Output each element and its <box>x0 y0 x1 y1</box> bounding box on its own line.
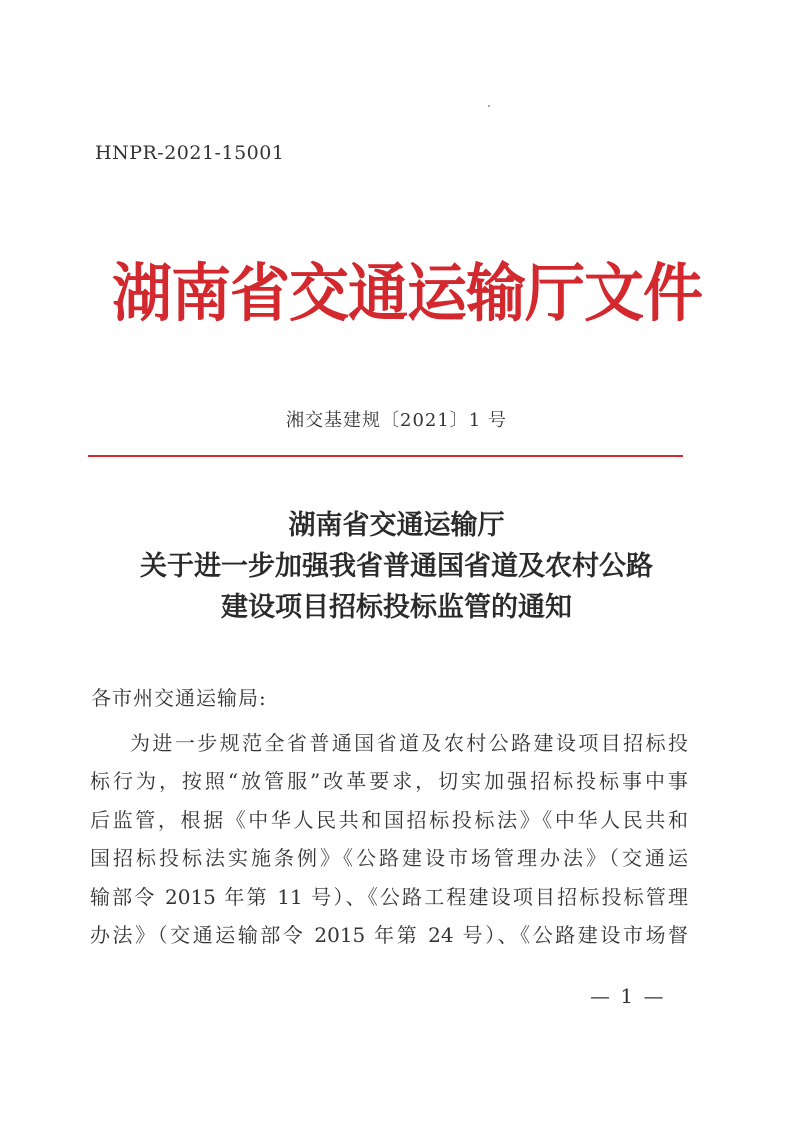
body-line-2: 标行为，按照“放管服”改革要求，切实加强招标投标事中事 <box>90 769 688 794</box>
issue-number: 湘交基建规〔2021〕1 号 <box>286 410 507 431</box>
page-number: — 1 — <box>590 984 666 1008</box>
body-line-6: 办法》（交通运输部令 2015 年第 24 号）、《公路建设市场督 <box>90 923 688 948</box>
body-line-5: 输部令 2015 年第 11 号）、《公路工程建设项目招标投标管理 <box>90 884 688 909</box>
title-line-2: 关于进一步加强我省普通国省道及农村公路 <box>140 551 653 582</box>
body-line-3: 后监管，根据《中华人民共和国招标投标法》《中华人民共和 <box>90 807 688 832</box>
title-line-3: 建设项目招标投标监管的通知 <box>221 592 572 623</box>
red-masthead: 湖南省交通运输厅文件 <box>112 257 702 331</box>
red-divider-line <box>88 455 683 457</box>
body-paragraph <box>90 724 700 954</box>
title-line-1: 湖南省交通运输厅 <box>288 510 505 541</box>
document-title <box>0 505 793 628</box>
body-line-4: 国招标投标法实施条例》《公路建设市场管理办法》（交通运 <box>90 846 688 871</box>
document-number: HNPR-2021-15001 <box>95 142 285 164</box>
salutation: 各市州交通运输局: <box>91 686 267 710</box>
scan-speck <box>488 105 490 107</box>
body-line-1: 为进一步规范全省普通国省道及农村公路建设项目招标投 <box>130 731 688 755</box>
